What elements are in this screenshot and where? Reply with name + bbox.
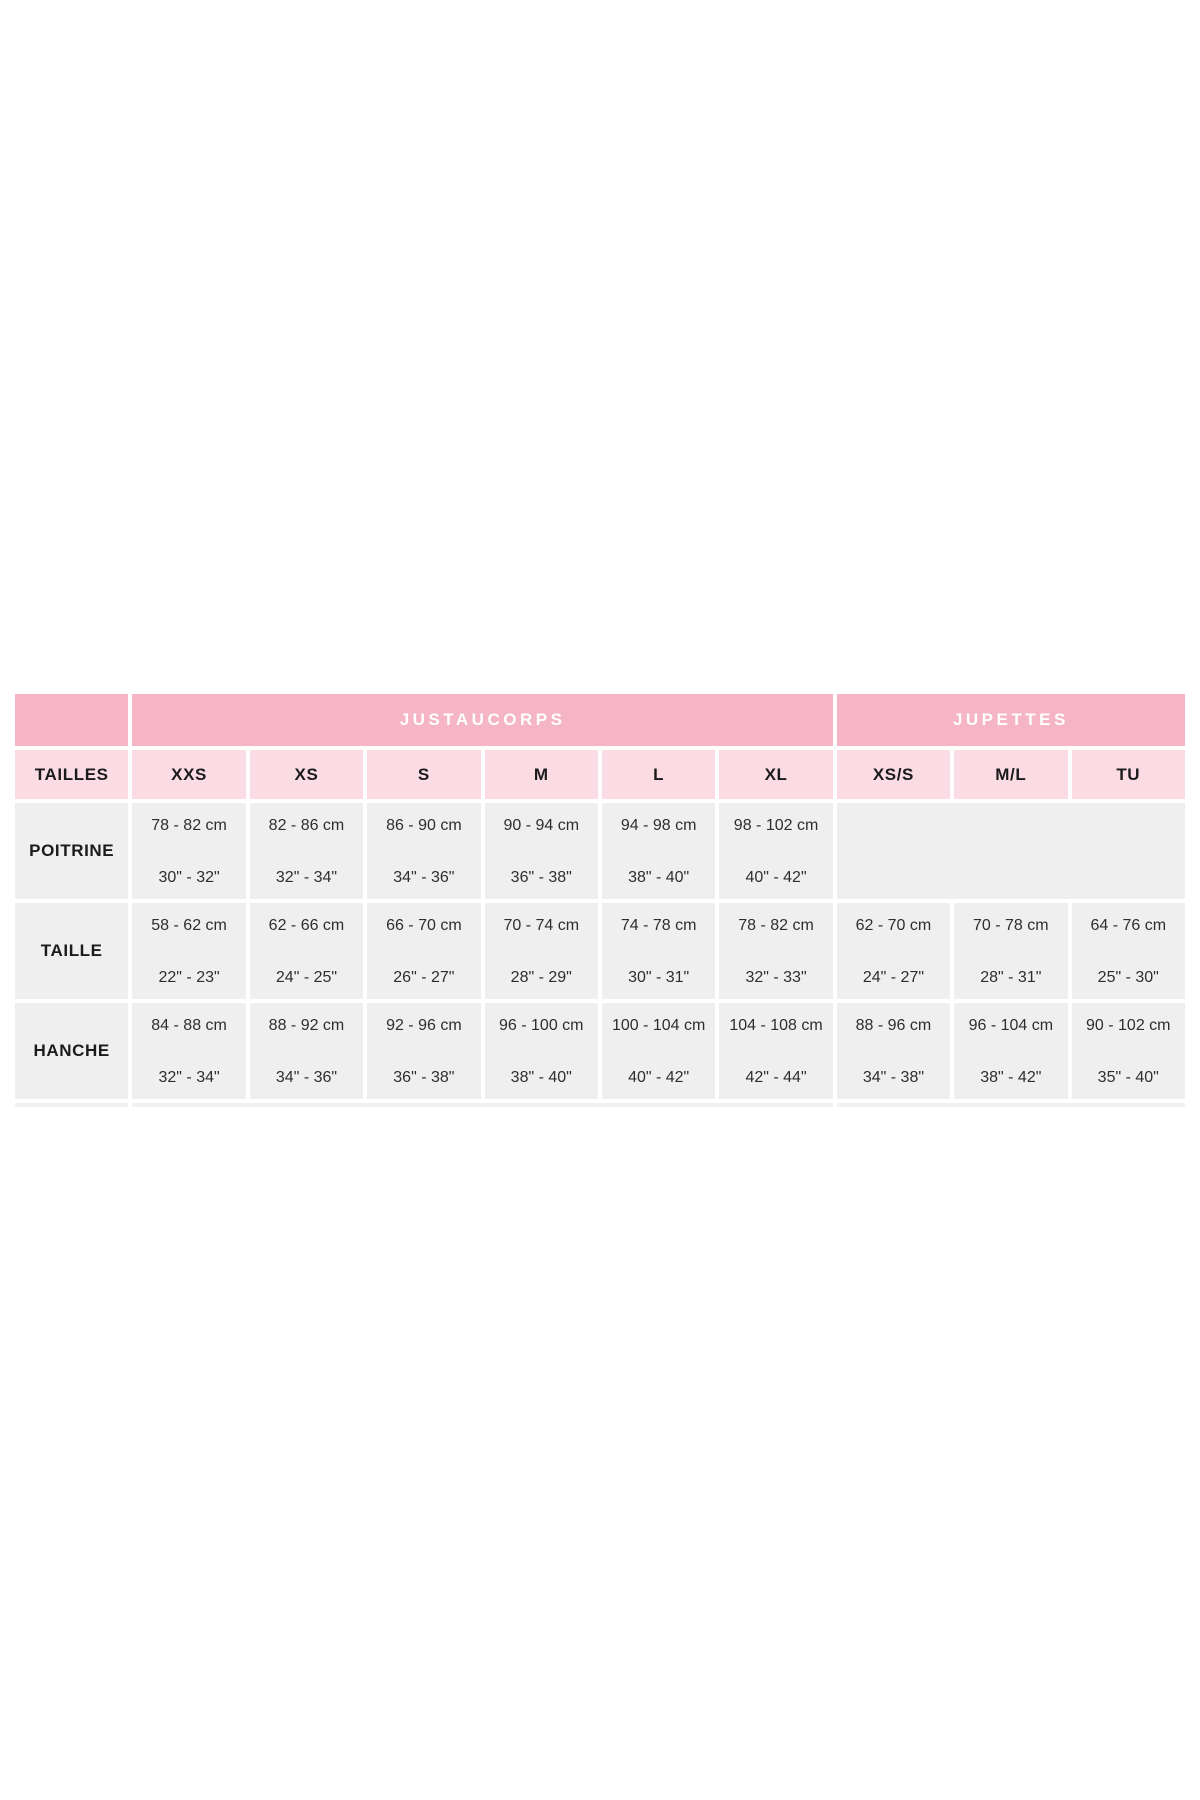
- size-chart-table: [11, 690, 1189, 1111]
- value-cm: 64 - 76 cm: [1090, 917, 1167, 934]
- bottom-strip-jupettes-segment: [837, 1103, 1185, 1107]
- cell-hanche-l: [602, 1003, 715, 1099]
- value-cm: 86 - 90 cm: [386, 817, 462, 834]
- cell-taille-xs-s: [837, 903, 950, 999]
- bottom-strip-row: [15, 1103, 1185, 1107]
- value-in: 38" - 42": [980, 1069, 1042, 1086]
- value-in: 30" - 32": [158, 869, 220, 886]
- cell-hanche-xxs: [132, 1003, 245, 1099]
- value-in: 25" - 30": [1097, 969, 1159, 986]
- value-in: 22" - 23": [158, 969, 220, 986]
- bottom-strip-label-segment: [15, 1103, 128, 1107]
- value-cm: 96 - 100 cm: [499, 1017, 584, 1034]
- value-in: 38" - 40": [510, 1069, 572, 1086]
- cell-taille-xs: [250, 903, 363, 999]
- cell-taille-xl: [719, 903, 832, 999]
- value-cm: 104 - 108 cm: [729, 1017, 823, 1034]
- value-in: 36" - 38": [510, 869, 572, 886]
- value-cm: 78 - 82 cm: [151, 817, 227, 834]
- col-header-l: L: [602, 750, 715, 799]
- col-header-m-l: M/L: [954, 750, 1067, 799]
- table-row-poitrine: [15, 803, 1185, 899]
- value-in: 24" - 25": [275, 969, 338, 986]
- value-in: 30" - 31": [628, 969, 690, 986]
- cell-hanche-tu: [1072, 1003, 1185, 1099]
- section-header-jupettes: JUPETTES: [837, 694, 1185, 746]
- value-in: 34" - 36": [393, 869, 455, 886]
- cell-poitrine-xs: [250, 803, 363, 899]
- cell-poitrine-jupettes-empty: [837, 803, 1185, 899]
- size-chart: [11, 690, 1189, 1111]
- value-cm: 82 - 86 cm: [268, 817, 345, 834]
- table-row-taille: [15, 903, 1185, 999]
- value-in: 28" - 29": [510, 969, 572, 986]
- value-cm: 74 - 78 cm: [620, 917, 697, 934]
- col-header-xxs: XXS: [132, 750, 245, 799]
- cell-taille-s: [367, 903, 480, 999]
- col-header-xs-s: XS/S: [837, 750, 950, 799]
- value-cm: 88 - 92 cm: [268, 1017, 345, 1034]
- value-cm: 94 - 98 cm: [620, 817, 697, 834]
- value-in: 32" - 33": [745, 969, 807, 986]
- cell-taille-xxs: [132, 903, 245, 999]
- value-cm: 62 - 70 cm: [855, 917, 932, 934]
- value-in: 34" - 36": [275, 1069, 338, 1086]
- section-header-justaucorps: JUSTAUCORPS: [132, 694, 832, 746]
- section-header-row: [15, 694, 1185, 746]
- cell-hanche-s: [367, 1003, 480, 1099]
- value-in: 28" - 31": [980, 969, 1042, 986]
- value-cm: 62 - 66 cm: [268, 917, 345, 934]
- value-cm: 88 - 96 cm: [855, 1017, 932, 1034]
- value-cm: 58 - 62 cm: [151, 917, 227, 934]
- row-label-poitrine: POITRINE: [15, 803, 128, 899]
- value-in: 38" - 40": [628, 869, 690, 886]
- cell-taille-tu: [1072, 903, 1185, 999]
- value-cm: 70 - 78 cm: [973, 917, 1049, 934]
- cell-poitrine-s: [367, 803, 480, 899]
- cell-hanche-xs: [250, 1003, 363, 1099]
- col-header-xl: XL: [719, 750, 832, 799]
- bottom-strip-justaucorps-segment: [132, 1103, 832, 1107]
- cell-poitrine-xxs: [132, 803, 245, 899]
- value-in: 42" - 44": [745, 1069, 807, 1086]
- cell-taille-m: [485, 903, 598, 999]
- value-in: 34" - 38": [862, 1069, 925, 1086]
- col-header-tu: TU: [1072, 750, 1185, 799]
- value-in: 26" - 27": [393, 969, 455, 986]
- value-cm: 84 - 88 cm: [151, 1017, 227, 1034]
- value-in: 24" - 27": [862, 969, 925, 986]
- cell-taille-l: [602, 903, 715, 999]
- col-header-xs: XS: [250, 750, 363, 799]
- value-in: 36" - 38": [393, 1069, 455, 1086]
- cell-poitrine-xl: [719, 803, 832, 899]
- value-cm: 92 - 96 cm: [386, 1017, 462, 1034]
- value-in: 32" - 34": [275, 869, 338, 886]
- size-header-row: [15, 750, 1185, 799]
- col-header-tailles: TAILLES: [15, 750, 128, 799]
- col-header-s: S: [367, 750, 480, 799]
- value-cm: 70 - 74 cm: [503, 917, 580, 934]
- row-label-taille: TAILLE: [15, 903, 128, 999]
- cell-hanche-xl: [719, 1003, 832, 1099]
- value-cm: 100 - 104 cm: [611, 1017, 706, 1034]
- value-cm: 66 - 70 cm: [386, 917, 462, 934]
- value-in: 32" - 34": [158, 1069, 220, 1086]
- corner-blank-cell: [15, 694, 128, 746]
- value-cm: 96 - 104 cm: [968, 1017, 1054, 1034]
- value-in: 35" - 40": [1097, 1069, 1159, 1086]
- cell-poitrine-l: [602, 803, 715, 899]
- value-in: 40" - 42": [628, 1069, 690, 1086]
- value-cm: 78 - 82 cm: [738, 917, 814, 934]
- value-cm: 98 - 102 cm: [733, 817, 819, 834]
- cell-poitrine-m: [485, 803, 598, 899]
- table-row-hanche: [15, 1003, 1185, 1099]
- col-header-m: M: [485, 750, 598, 799]
- cell-hanche-m-l: [954, 1003, 1067, 1099]
- cell-taille-m-l: [954, 903, 1067, 999]
- row-label-hanche: HANCHE: [15, 1003, 128, 1099]
- value-in: 40" - 42": [745, 869, 807, 886]
- value-cm: 90 - 94 cm: [503, 817, 580, 834]
- value-cm: 90 - 102 cm: [1086, 1017, 1171, 1034]
- cell-hanche-m: [485, 1003, 598, 1099]
- cell-hanche-xs-s: [837, 1003, 950, 1099]
